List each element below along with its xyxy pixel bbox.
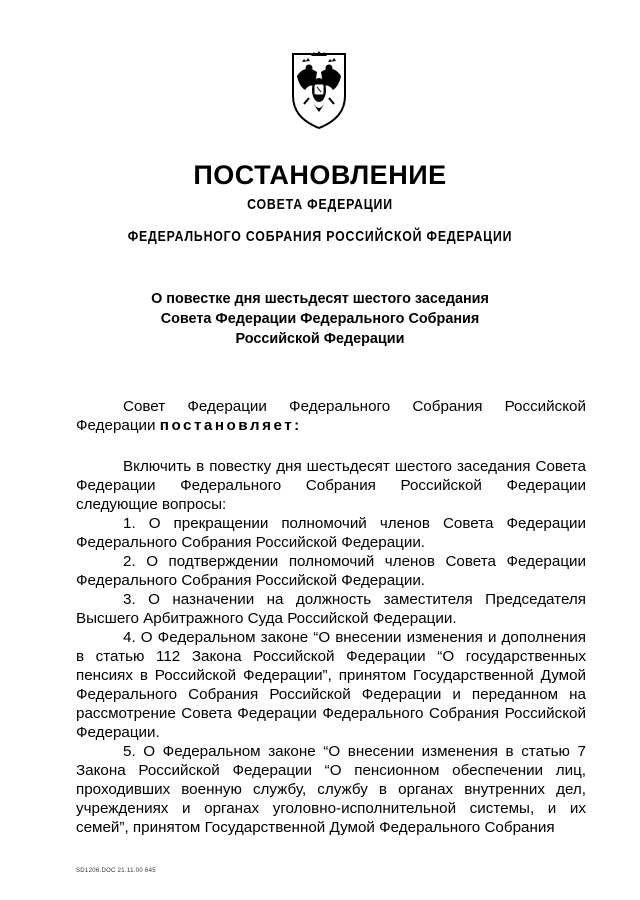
document-file-code: SD1206.DOC 21.11.00 645: [76, 868, 156, 874]
agenda-intro: Включить в повестку дня шестьдесят шестого заседания Совета Федерации Федерального Собрания Российской Федерации следующие вопросы:: [76, 458, 586, 513]
coat-of-arms-icon: [287, 46, 351, 130]
heading-line: Совета Федерации Федерального Собрания: [160, 311, 480, 327]
preamble-verb: постановляет:: [159, 417, 302, 434]
heading-line: О повестке дня шестьдесят шестого заседания: [151, 291, 489, 307]
agenda-section: [76, 457, 586, 837]
agenda-item: 1. О прекращении полномочий членов Совета Федерации Федерального Собрания Российской Федерации.: [76, 515, 586, 551]
heading-line: Российской Федерации: [235, 331, 405, 347]
document-subtitle-assembly: ФЕДЕРАЛЬНОГО СОБРАНИЯ РОССИЙСКОЙ ФЕДЕРАЦИИ: [127, 228, 513, 245]
preamble-paragraph: [76, 397, 586, 435]
agenda-item: 4. О Федеральном законе “О внесении изменения и дополнения в статью 112 Закона Российской Федерации “О государственных пенсиях в Российской Федерации”, принятом Государственной Думой Федерального Собрания Российской Федерации и переданном на рассмотрение Совета Федерации Федерального Собрания Российской Федерации.: [76, 629, 586, 741]
resolution-heading: [80, 289, 560, 349]
preamble-text: Совет Федерации Федерального Собрания Российской Федерации: [76, 398, 586, 434]
agenda-item: 5. О Федеральном законе “О внесении изменения в статью 7 Закона Российской Федерации “О пенсионном обеспечении лиц, проходивших военную службу, службу в органах внутренних дел, учреждениях и органах уголовно-исполнительной системы, и их семей”, принятом Государственной Думой Федерального Собрания: [76, 743, 586, 836]
document-subtitle-council: СОВЕТА ФЕДЕРАЦИИ: [247, 196, 393, 213]
agenda-item: 2. О подтверждении полномочий членов Совета Федерации Федерального Собрания Российской Федерации.: [76, 553, 586, 589]
agenda-item: 3. О назначении на должность заместителя Председателя Высшего Арбитражного Суда Российской Федерации.: [76, 591, 586, 627]
document-title: ПОСТАНОВЛЕНИЕ: [193, 160, 447, 190]
